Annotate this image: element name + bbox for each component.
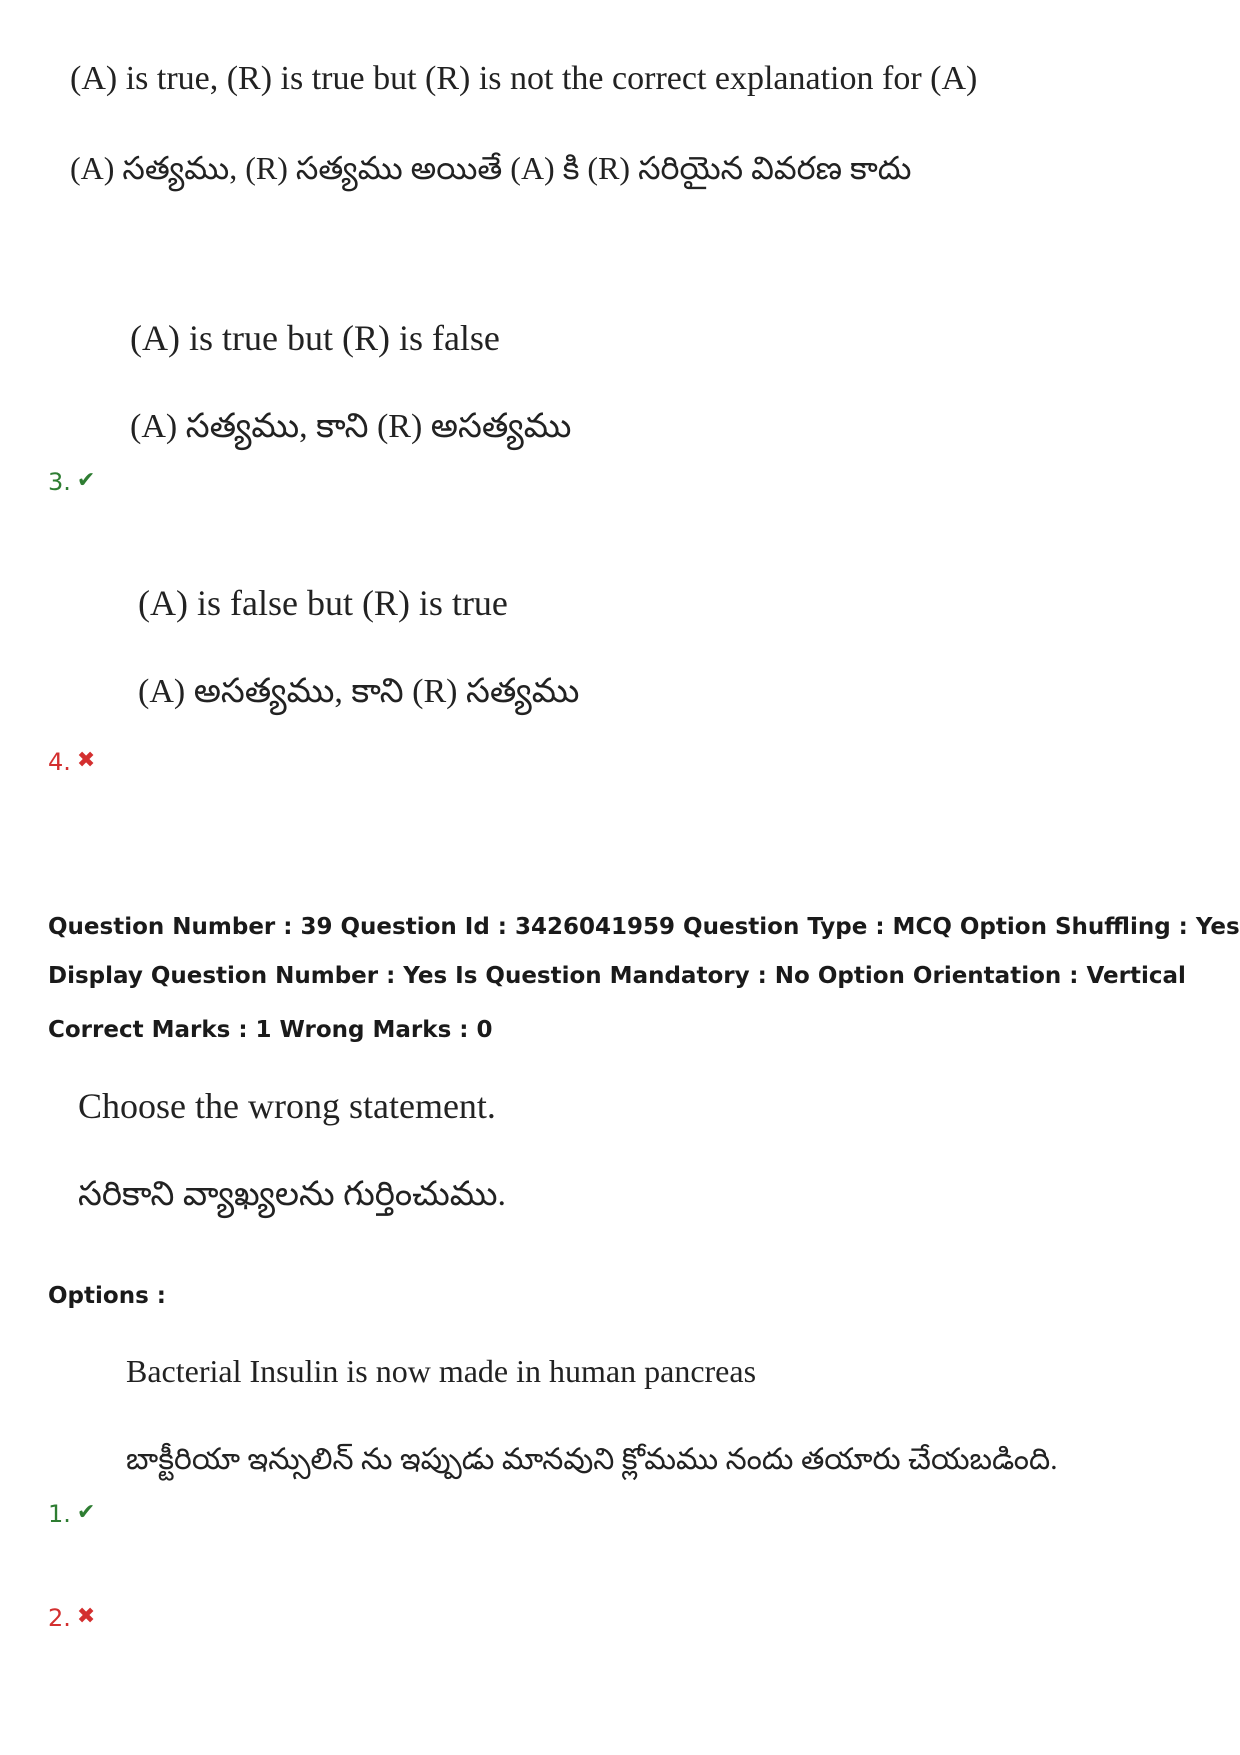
prev-option4-number (48, 750, 95, 774)
prev-option3-number-text: 3. (48, 468, 71, 496)
check-icon: ✔ (76, 468, 96, 493)
cross-icon: ✖ (76, 1604, 96, 1629)
option1-number-text: 1. (48, 1500, 71, 1528)
prev-option2-telugu: (A) సత్యము, (R) సత్యము అయితే (A) కి (R) సరియైన వివరణ కాదు (70, 150, 912, 186)
option1-telugu: బాక్టీరియా ఇన్సులిన్ ను ఇప్పుడు మానవుని క్లోమము నందు తయారు చేయబడింది. (126, 1443, 1058, 1476)
question-meta-line1: Question Number : 39 Question Id : 3426041959 Question Type : MCQ Option Shuffling : Yes (48, 914, 1240, 940)
option1-english: Bacterial Insulin is now made in human pancreas (126, 1353, 757, 1389)
option2-number (48, 1606, 95, 1630)
prev-option4-english: (A) is false but (R) is true (138, 583, 508, 623)
option1-number (48, 1502, 95, 1526)
prev-option3-english: (A) is true but (R) is false (130, 318, 500, 358)
prev-option3-telugu: (A) సత్యము, కాని (R) అసత్యము (130, 408, 572, 445)
question-text-telugu: సరికాని వ్యాఖ్యలను గుర్తించుము. (78, 1176, 506, 1213)
prev-option4-telugu: (A) అసత్యము, కాని (R) సత్యము (138, 673, 580, 710)
cross-icon: ✖ (76, 748, 96, 773)
prev-option2-english: (A) is true, (R) is true but (R) is not the correct explanation for (A) (70, 60, 978, 97)
options-label: Options : (48, 1283, 166, 1309)
check-icon: ✔ (76, 1500, 96, 1525)
prev-option3-number (48, 470, 95, 494)
question-meta-line2: Display Question Number : Yes Is Question Mandatory : No Option Orientation : Vertical (48, 963, 1186, 989)
question-meta-line3: Correct Marks : 1 Wrong Marks : 0 (48, 1017, 493, 1043)
option2-number-text: 2. (48, 1604, 71, 1632)
question-text-english: Choose the wrong statement. (78, 1086, 496, 1126)
prev-option4-number-text: 4. (48, 748, 71, 776)
